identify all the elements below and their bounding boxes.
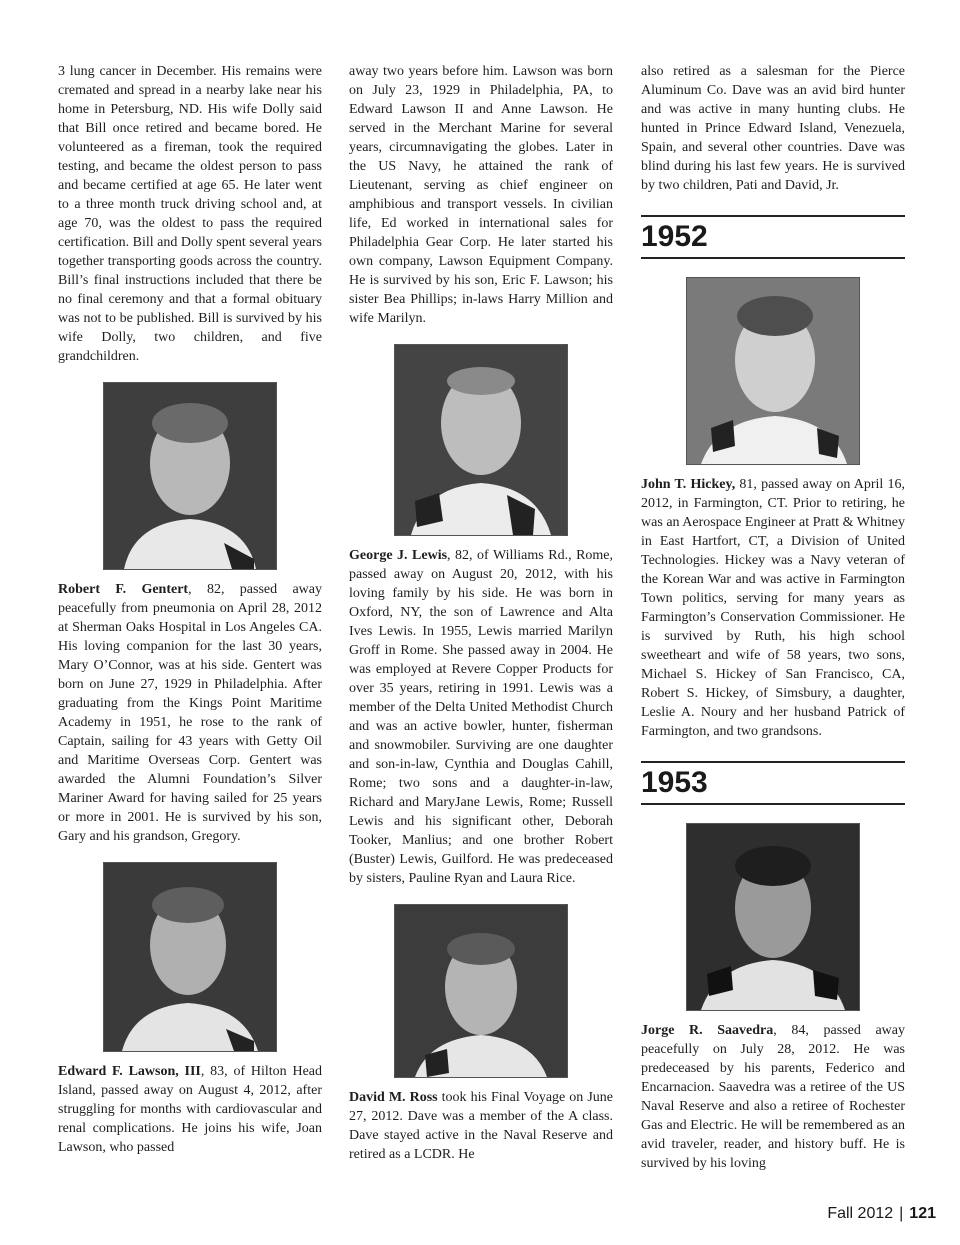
portrait-lawson-image — [104, 863, 276, 1051]
obituary-name: John T. Hickey, — [641, 477, 736, 492]
class-year-1952: 1952 — [641, 220, 708, 253]
page-number: 121 — [909, 1205, 936, 1222]
portrait-hickey — [686, 277, 860, 465]
obituary-continued-text: away two years before him. Lawson was born on July 23, 1929 in Philadelphia, PA, to Edward Lawson II and Anne Lawson. He served in the Merchant Marine for several years, circumnavigating the globes. Later in the US Navy, he attained the rank of Lieutenant, serving as chief engineer on amphibious and transport vessels. In civilian life, Ed worked in international sales for Philadelphia Gear Corp. He later started his own company, Lawson Equipment Company. He is survived by his son, Eric F. Lawson; his sister Bea Phillips; in-laws Harry Million and wife Marilyn. — [349, 64, 613, 326]
obituary-ross — [349, 1088, 613, 1164]
obituary-name: Edward F. Lawson, III — [58, 1064, 201, 1079]
obituary-lewis — [349, 546, 613, 888]
portrait-gentert — [103, 382, 277, 570]
class-year-1953: 1953 — [641, 766, 708, 799]
obituary-gentert — [58, 580, 322, 846]
portrait-lewis — [394, 344, 568, 536]
portrait-lewis-image — [395, 345, 567, 535]
obituary-body: , 82, passed away peacefully from pneumonia on April 28, 2012 at Sherman Oaks Hospital in Los Angeles CA. His loving companion for the last 30 years, Mary O’Connor, was at his side. Gentert was born on June 27, 1929 in Philadelphia. After graduating from the Kings Point Maritime Academy in 1951, he rose to the rank of Captain, sailing for 43 years with Getty Oil and Maritime Overseas Corp. Gentert was awarded the Alumni Foundation’s Silver Mariner Award for having sailed for 25 years or more in 2001. He is survived by his son, Gary and his grandson, Gregory. — [58, 582, 322, 844]
obituary-name: David M. Ross — [349, 1090, 438, 1105]
obituary-body: , 84, passed away peacefully on July 28, 2012. He was predeceased by his parents, Federico and Encarnacion. Saavedra was a retiree of the US Naval Reserve and also a retiree of Rochester Gas and Electric. He will be remembered as an avid traveler, reader, and history buff. He is survived by his loving — [641, 1023, 905, 1171]
class-year-1952-header — [641, 215, 905, 259]
obituary-lawson — [58, 1062, 322, 1157]
obituary-body: , 83, of Hilton Head Island, passed away on August 4, 2012, after struggling for months with cardiovascular and renal complications. He joins his wife, Joan Lawson, who passed — [58, 1064, 323, 1155]
portrait-ross-image — [395, 905, 567, 1077]
portrait-ross — [394, 904, 568, 1078]
page-footer — [827, 1205, 936, 1223]
obituary-name: Jorge R. Saavedra — [641, 1023, 774, 1038]
footer-separator: | — [899, 1205, 904, 1222]
obituary-body: , 82, of Williams Rd., Rome, passed away on August 20, 2012, with his loving family by his side. He was born in Oxford, NY, the son of Lawrence and Alta Ives Lewis. In 1955, Lewis married Marilyn Groff in Rome. She passed away in 2004. He was employed at Revere Copper Products for over 35 years, retiring in 1991. Lewis was a member of the Delta United Methodist Church and was an active bowler, hunter, fisherman and snowmobiler. Surviving are one daughter and son-in-law, Cynthia and Douglas Cahill, Rome; two sons and a daughter-in-law, Richard and MaryJane Lewis, Rome; Russell Lewis and his significant other, Deborah Tooker, Manlius; and one brother Robert (Buster) Lewis, Guilford. He was predeceased by sisters, Pauline Ryan and Laura Rice. — [349, 548, 614, 886]
obituary-body: took his Final Voyage on June 27, 2012. Dave was a member of the A class. Dave stayed active in the Naval Reserve and retired as a LCDR. He — [349, 1090, 613, 1162]
obituary-body: 81, passed away on April 16, 2012, in Farmington, CT. Prior to retiring, he was an Aerospace Engineer at Pratt & Whitney in East Hartfort, CT, a Division of United Technologies. Hickey was a Navy veteran of the Korean War and was active in Farmington Town politics, serving for many years as Farmington’s Conservation Commissioner. He is survived by Ruth, his high school sweetheart and wife of 58 years, two sons, Michael S. Hickey of San Francisco, CA, Robert S. Hickey, of Simsbury, a daughter, Leslie A. Noury and her husband Patrick of Farmington, and two grandsons. — [641, 477, 905, 739]
portrait-saavedra — [686, 823, 860, 1011]
portrait-lawson — [103, 862, 277, 1052]
obituary-continued-text: also retired as a salesman for the Pierce Aluminum Co. Dave was an avid bird hunter and was active in many hunting clubs. He hunted in Prince Edward Island, Venezuela, Spain, and several other countries. Dave was blind during his last few years. He is survived by two children, Pati and David, Jr. — [641, 64, 905, 193]
issue-label: Fall 2012 — [827, 1205, 894, 1222]
portrait-gentert-image — [104, 383, 276, 569]
obituary-name: George J. Lewis — [349, 548, 448, 563]
obituary-continued-text: 3 lung cancer in December. His remains were cremated and spread in a nearby lake near his home in Petersburg, ND. His wife Dolly said that Bill once retired and became bored. He volunteered as a fireman, took the required testing, and became the oldest person to pass and became certified at age 65. He later went to a three month truck driving school and, at age 70, was the oldest to pass the required certification. Bill and Dolly spent several years together transporting goods across the country. Bill’s final instructions included that there be no final ceremony and that a formal obituary was not to be published. Bill is survived by his wife Dolly, two children, and five grandchildren. — [58, 64, 322, 364]
obituary-name: Robert F. Gentert — [58, 582, 189, 597]
obituary-hickey — [641, 475, 905, 741]
column-1 — [58, 62, 322, 1157]
column-2 — [349, 62, 613, 1164]
portrait-saavedra-image — [687, 824, 859, 1010]
class-year-1953-header — [641, 761, 905, 805]
column-3 — [641, 62, 905, 1173]
portrait-hickey-image — [687, 278, 859, 464]
obituary-saavedra — [641, 1021, 905, 1173]
